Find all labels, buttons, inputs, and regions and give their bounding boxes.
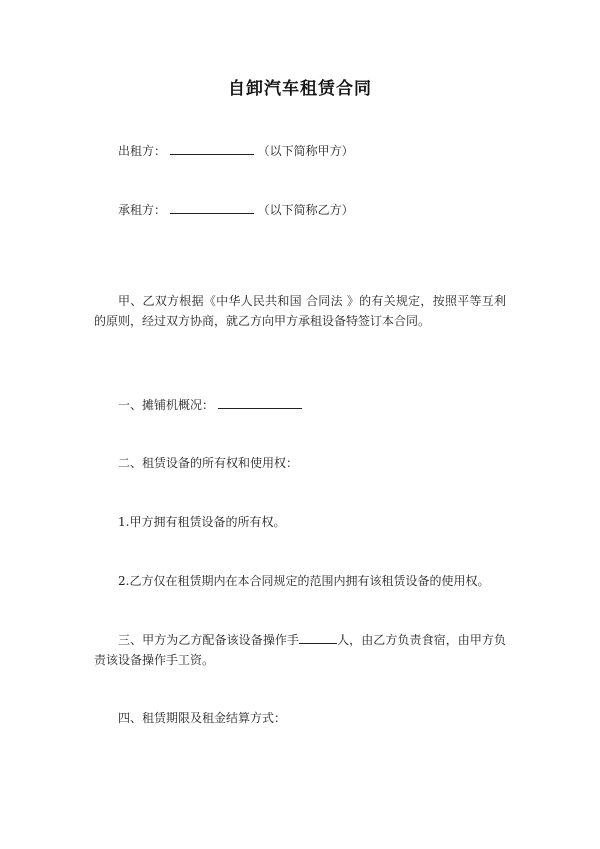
lessee-line <box>118 201 354 218</box>
section-1 <box>118 396 302 413</box>
lessee-label: 承租方： <box>118 203 167 217</box>
lessee-name-blank[interactable] <box>170 201 254 214</box>
section-4-heading: 四、租赁期限及租金结算方式： <box>118 711 287 725</box>
section-1-label: 一、摊铺机概况： <box>118 398 215 412</box>
lessor-line <box>118 142 354 159</box>
section-3-text-before: 三、甲方为乙方配备该设备操作手 <box>118 633 300 647</box>
lessor-note: （以下简称甲方） <box>257 144 354 158</box>
section-3-paragraph <box>94 630 506 670</box>
lessor-label: 出租方： <box>118 144 167 158</box>
paver-overview-blank[interactable] <box>218 396 302 409</box>
section-2-item-1: 1.甲方拥有租赁设备的所有权。 <box>118 515 286 529</box>
section-3-text-after: 人，由乙方负责食宿，由甲方负责该设备操作手工资。 <box>94 633 506 667</box>
document-title: 自卸汽车租赁合同 <box>228 79 372 99</box>
lessee-note: （以下简称乙方） <box>257 203 354 217</box>
section-2-item-2: 2.乙方仅在租赁期内在本合同规定的范围内拥有该租赁设备的使用权。 <box>118 574 490 588</box>
section-2-heading: 二、租赁设备的所有权和使用权： <box>118 456 299 470</box>
preamble-paragraph: 甲、乙双方根据《中华人民共和国 合同法 》的有关规定，按照平等互利的原则，经过双方协商，就乙方向甲方承租设备特签订本合同。 <box>94 294 506 328</box>
operator-count-blank[interactable] <box>299 631 337 644</box>
lessor-name-blank[interactable] <box>170 142 254 155</box>
